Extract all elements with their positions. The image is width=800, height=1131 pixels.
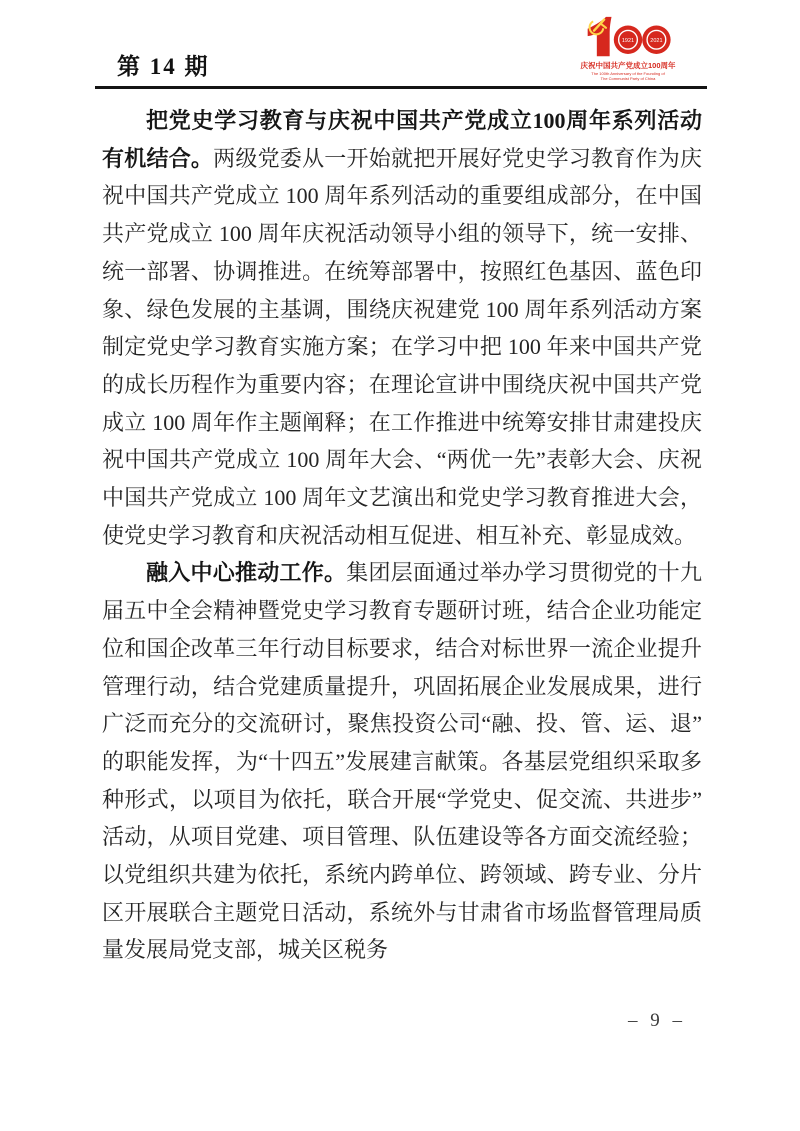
page-number: – 9 –: [628, 1010, 686, 1031]
paragraph-2-text: 集团层面通过举办学习贯彻党的十九届五中全会精神暨党史学习教育专题研讨班，结合企业功能定位和国企改革三年行动目标要求，结合对标世界一流企业提升管理行动，结合党建质量提升，巩固拓展企业发展成果，进行广泛而充分的交流研讨，聚焦投资公司“融、投、管、运、退”的职能发挥，为“十四五”发展建言献策。各基层党组织采取多种形式，以项目为依托，联合开展“学党史、促交流、共进步”活动，从项目党建、项目管理、队伍建设等各方面交流经验；以党组织共建为依托，系统内跨单位、跨领域、跨专业、分片区开展联合主题党日活动，系统外与甘肃省市场监督管理局质量发展局党支部，城关区税务: [102, 560, 703, 963]
paragraph-1: [102, 102, 702, 554]
paragraph-1-lead: 把党史学习教育与庆祝中国共产党成立100周年系列活动有机结合。: [102, 108, 702, 171]
logo-caption-cn: 庆祝中国共产党成立100周年: [580, 61, 676, 70]
anniversary-100-emblem: [584, 14, 672, 60]
document-body: [102, 102, 702, 969]
logo-caption-en-line1: The 100th Anniversary of the Founding of: [591, 70, 665, 76]
paragraph-1-text: 两级党委从一开始就把开展好党史学习教育作为庆祝中国共产党成立 100 周年系列活动的重要组成部分，在中国共产党成立 100 周年庆祝活动领导小组的领导下，统一安排、统一部署、协调推进。在统筹部署中，按照红色基因、蓝色印象、绿色发展的主基调，围绕庆祝建党 100 周年系列活动方案制定党史学习教育实施方案；在学习中把 100 年来中国共产党的成长历程作为重要内容；在理论宣讲中围绕庆祝中国共产党成立 100 周年作主题阐释；在工作推进中统筹安排甘肃建投庆祝中国共产党成立 100 周年大会、“两优一先”表彰大会、庆祝中国共产党成立 100 周年文艺演出和党史学习教育推进大会，使党史学习教育和庆祝活动相互促进、相互补充、彰显成效。: [102, 145, 702, 548]
paragraph-2-lead: 融入中心推动工作。: [146, 560, 347, 586]
logo-caption-en-line2: The Communist Party of China: [600, 75, 656, 81]
cpc-100th-anniversary-logo: [578, 14, 678, 81]
emblem-year-1921: 1921: [621, 37, 635, 44]
logo-caption-en: [578, 71, 678, 81]
issue-label: 第 14 期: [117, 54, 210, 79]
emblem-year-2021: 2021: [650, 37, 663, 44]
paragraph-2: [102, 554, 702, 969]
header-divider: [95, 86, 707, 89]
